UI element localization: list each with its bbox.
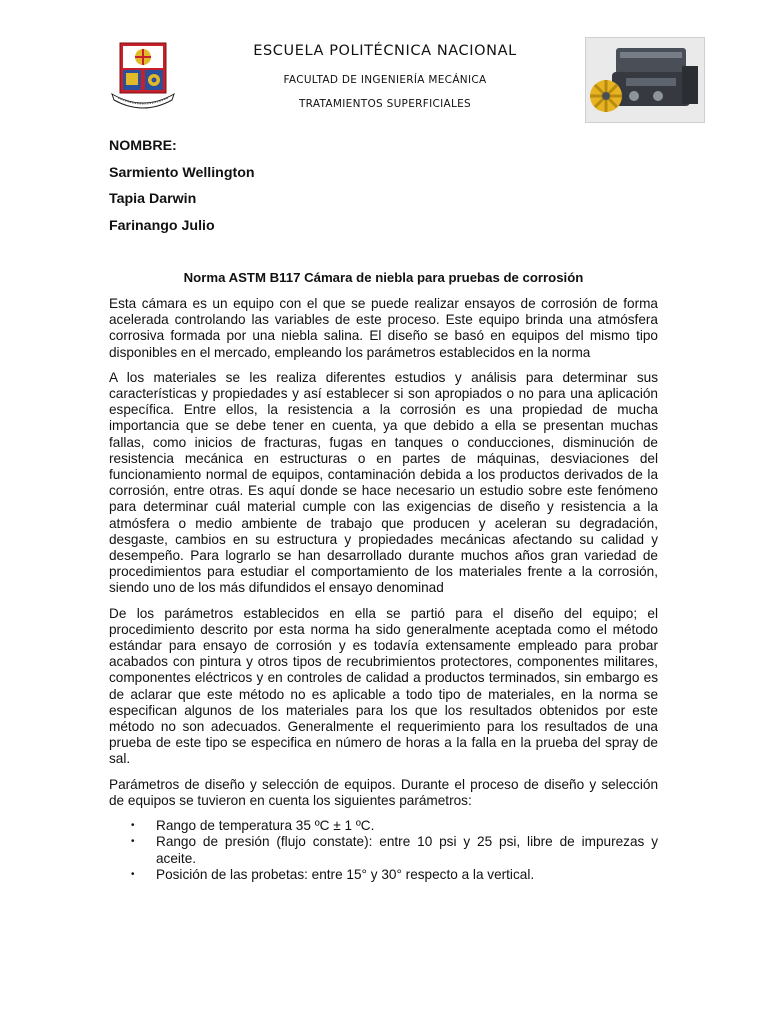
bullet-icon: • — [131, 868, 135, 880]
bullet-icon: • — [131, 820, 135, 832]
faculty-name: FACULTAD DE INGENIERÍA MECÁNICA — [283, 74, 487, 86]
list-item-text: Posición de las probetas: entre 15° y 30° respecto a la vertical. — [156, 866, 535, 882]
paragraph: Parámetros de diseño y selección de equipos. Durante el proceso de diseño y selección de equipos se tuvieron en cuenta los siguientes parámetros: — [109, 776, 658, 808]
document-body — [109, 296, 658, 883]
authors-label: NOMBRE: — [109, 138, 177, 154]
paragraph: A los materiales se les realiza diferentes estudios y análisis para determinar sus características y propiedades y así establecer si son apropiados o no para una aplicación específica. Entre ellos, la resistencia a la corrosión es una propiedad de mucha importancia que se debe tener en cuenta, ya que debido a ella se presentan muchas fallas, como inicios de fracturas, fugas en tanques o conducciones, disminución de resistencia mecánica en estructuras o en partes de máquinas, desviaciones del funcionamiento normal de equipos, contaminación debida a los productos derivados de la corrosión, entre otras. Es aquí donde se hace necesario un estudio sobre este fenómeno para determinar cuál material cumple con las exigencias de diseño y resistencia a la atmósfera o medio ambiente de trabajo que producen y aceleran su degradación, desgaste, cambios en su estructura y propiedades mecánicas afectando su calidad y desempeño. Para lograrlo se han desarrollado durante muchos años gran variedad de procedimientos para estudiar el comportamiento de los materiales frente a la corrosión, siendo uno de los más difundidos el ensayo denominad — [109, 369, 658, 596]
course-name: TRATAMIENTOS SUPERFICIALES — [298, 98, 472, 110]
bullet-icon: • — [131, 836, 135, 848]
paragraph: De los parámetros establecidos en ella se partió para el diseño del equipo; el procedimiento descrito por esta norma ha sido generalmente aceptada como el método estándar para ensayo de corrosión y es todavía extensamente empleado para probar acabados con pintura y otros tipos de recubrimientos protectores, componentes militares, componentes eléctricos y en controles de calidad a productos terminados, sin embargo es de aclarar que este método no es aplicable a todo tipo de materiales, en la norma se especifican algunos de los materiales para los que los resultados obtenidos por este método no son adecuados. Generalmente el requerimiento para los resultados de una prueba de este tipo se especifica en número de horas a la falla en la prueba del spray de sal. — [109, 605, 658, 767]
list-item — [109, 834, 658, 866]
author-name: Tapia Darwin — [109, 191, 197, 207]
list-item-text: Rango de presión (flujo constate): entre 10 psi y 25 psi, libre de impurezas y aceite. — [156, 834, 658, 866]
list-item-text: Rango de temperatura 35 ºC ± 1 ºC. — [156, 818, 375, 834]
document-header — [0, 0, 768, 130]
author-name: Farinango Julio — [109, 217, 215, 234]
list-item — [109, 818, 658, 834]
author-name: Sarmiento Wellington — [109, 164, 255, 181]
paragraph: Esta cámara es un equipo con el que se puede realizar ensayos de corrosión de forma acelerada controlando las variables de este proceso. Este equipo brinda una atmósfera corrosiva formada por una niebla salina. El diseño se basó en equipos del mismo tipo disponibles en el mercado, empleando los parámetros establecidos en la norma — [109, 296, 658, 360]
epn-crest-logo — [108, 40, 178, 110]
parameter-list — [109, 818, 658, 883]
authors-block — [109, 136, 255, 242]
institution-name: ESCUELA POLITÉCNICA NACIONAL — [253, 43, 517, 59]
document-title: Norma ASTM B117 Cámara de niebla para pruebas de corrosión — [183, 270, 584, 285]
list-item — [109, 867, 658, 883]
diesel-engine-image — [585, 37, 705, 123]
